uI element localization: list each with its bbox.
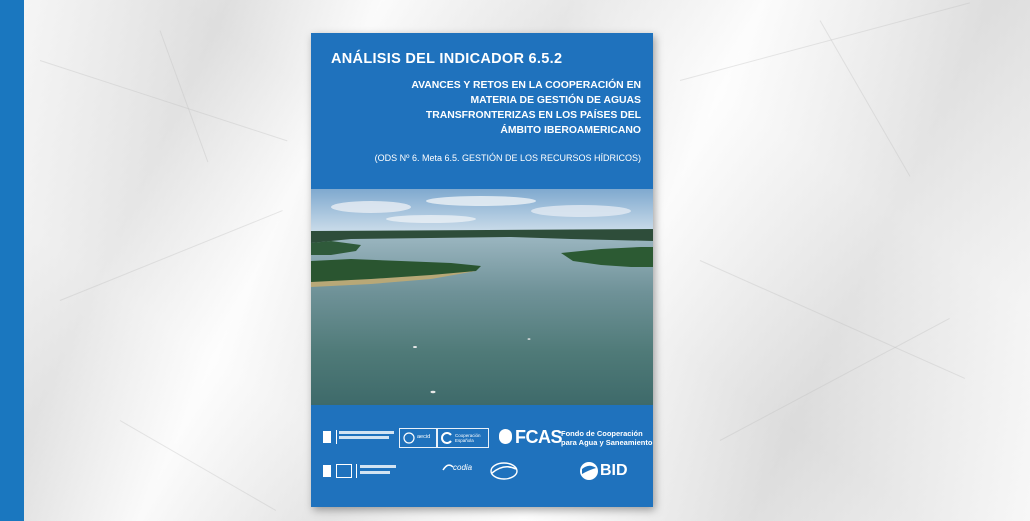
cooperacion-c-icon [441, 432, 453, 444]
fcas-desc-line: Fondo de Cooperación [561, 429, 643, 438]
cover-subtitle [341, 78, 641, 138]
subtitle-line: TRANSFRONTERIZAS EN LOS PAÍSES DEL [425, 110, 641, 121]
cooperacion-text: Cooperación Española [455, 433, 481, 443]
codia-logo-text: codia [453, 463, 473, 472]
cover-title: ANÁLISIS DEL INDICADOR 6.5.2 [331, 51, 563, 67]
coat-of-arms-icon [321, 463, 333, 479]
subtitle-line: MATERIA DE GESTIÓN DE AGUAS [470, 95, 641, 106]
fcas-desc-line: para Agua y Saneamiento [561, 438, 653, 447]
logos-footer [311, 405, 653, 507]
bid-globe-icon [578, 461, 600, 481]
aecid-logo [399, 428, 437, 448]
left-accent-bar [0, 0, 24, 521]
subtitle-line: ÁMBITO IBEROAMERICANO [500, 125, 641, 136]
spanish-ministry-logo [320, 428, 396, 447]
ods-note: (ODS Nº 6. Meta 6.5. GESTIÓN DE LOS RECURSOS HÍDRICOS) [374, 153, 641, 163]
bid-logo-text: BID [600, 462, 628, 479]
aerial-lake-photo [311, 189, 653, 405]
cooperacion-espanola-logo [437, 428, 489, 448]
water-drop-icon [499, 429, 512, 444]
report-cover [311, 33, 653, 507]
aecid-text: aecid [417, 434, 431, 440]
spanish-government-logo [320, 461, 398, 481]
fcas-description [561, 429, 652, 447]
coat-of-arms-icon [321, 429, 333, 445]
subtitle-line: AVANCES Y RETOS EN LA COOPERACIÓN EN [411, 80, 641, 91]
fcas-logo-text: FCAS [515, 427, 562, 447]
aecid-circle-icon [403, 432, 415, 444]
rib-globe-icon [489, 461, 519, 481]
